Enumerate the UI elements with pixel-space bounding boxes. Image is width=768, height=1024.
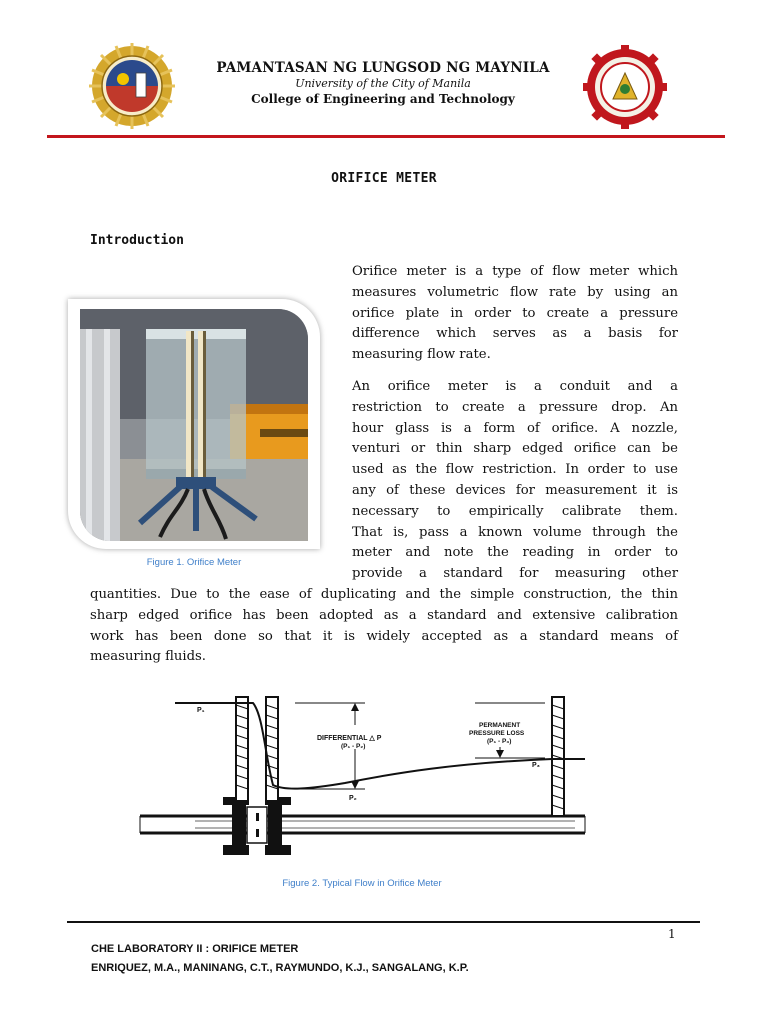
paragraph-line: necessary to empirically calibrate them.: [352, 503, 678, 519]
header-divider: [47, 135, 725, 138]
figure1-caption: Figure 1. Orifice Meter: [146, 557, 242, 568]
paragraph-line: restriction to create a pressure drop. An: [352, 399, 678, 415]
footer-authors-line: ENRIQUEZ, M.A., MANINANG, C.T., RAYMUNDO, K.J., SANGALANG, K.P.: [91, 962, 469, 974]
paragraph-line: used as the flow restriction. In order to use: [352, 462, 678, 478]
footer-divider: [67, 921, 700, 923]
paragraph-line: measuring fluids.: [90, 649, 206, 665]
intro-paragraph-2-wide: [90, 585, 678, 668]
paragraph-line: quantities. Due to the ease of duplicating and the simple construction, the thin: [90, 587, 678, 602]
orifice-flange: [223, 797, 291, 855]
section-heading-introduction: Introduction: [90, 233, 184, 248]
paragraph-line: orifice plate in order to create a pressure: [352, 305, 678, 321]
paragraph-line: work has been done so that it is widely accepted as a standard means of: [90, 628, 678, 644]
cet-seal-logo: [583, 45, 667, 129]
paragraph-line: hour glass is a form of orifice. A nozzle,: [352, 420, 678, 436]
paragraph-line: venturi or thin sharp edged orifice can be: [352, 441, 678, 457]
permanent-loss-label-1: PERMANENT: [479, 722, 521, 729]
label-p3: P₃: [532, 762, 540, 769]
figure2-caption: Figure 2. Typical Flow in Orifice Meter: [282, 878, 442, 889]
orifice-meter-photo: [80, 309, 308, 541]
label-p1: P₁: [197, 707, 205, 714]
pipe: [140, 816, 585, 833]
permanent-loss-formula: (P₁ - P₃): [487, 738, 512, 745]
page-number: 1: [668, 927, 676, 941]
college-name: College of Engineering and Technology: [251, 92, 515, 106]
paragraph-line: any of these devices for measurement it is: [352, 482, 678, 498]
header: [0, 0, 768, 140]
differential-label: DIFFERENTIAL △ P: [317, 735, 382, 742]
document-title: ORIFICE METER: [331, 171, 437, 186]
orifice-flow-diagram: [135, 685, 590, 865]
paragraph-line: sharp edged orifice has been adopted as a standard and extensive calibration: [90, 607, 678, 623]
university-english-name: University of the City of Manila: [295, 77, 471, 90]
paragraph-line: That is, pass a known volume through the: [352, 524, 678, 540]
paragraph-line: difference which serves as a basis for: [352, 326, 678, 342]
differential-formula: (P₁ - P₂): [341, 743, 366, 750]
intro-paragraph-1: [352, 262, 678, 366]
paragraph-line: provide a standard for measuring other: [352, 566, 678, 582]
paragraph-line: measures volumetric flow rate by using an: [352, 284, 678, 300]
paragraph-line: Orifice meter is a type of flow meter which: [352, 264, 678, 279]
intro-paragraph-2-narrow: [352, 377, 678, 585]
label-p2: P₂: [349, 795, 357, 802]
permanent-loss-label-2: PRESSURE LOSS: [469, 730, 525, 737]
paragraph-line: meter and note the reading in order to: [352, 545, 678, 561]
paragraph-line: An orifice meter is a conduit and a: [352, 379, 678, 394]
footer-course-line: CHE LABORATORY II : ORIFICE METER: [91, 943, 299, 955]
paragraph-line: measuring flow rate.: [352, 347, 491, 363]
university-name: PAMANTASAN NG LUNGSOD NG MAYNILA: [216, 60, 550, 76]
